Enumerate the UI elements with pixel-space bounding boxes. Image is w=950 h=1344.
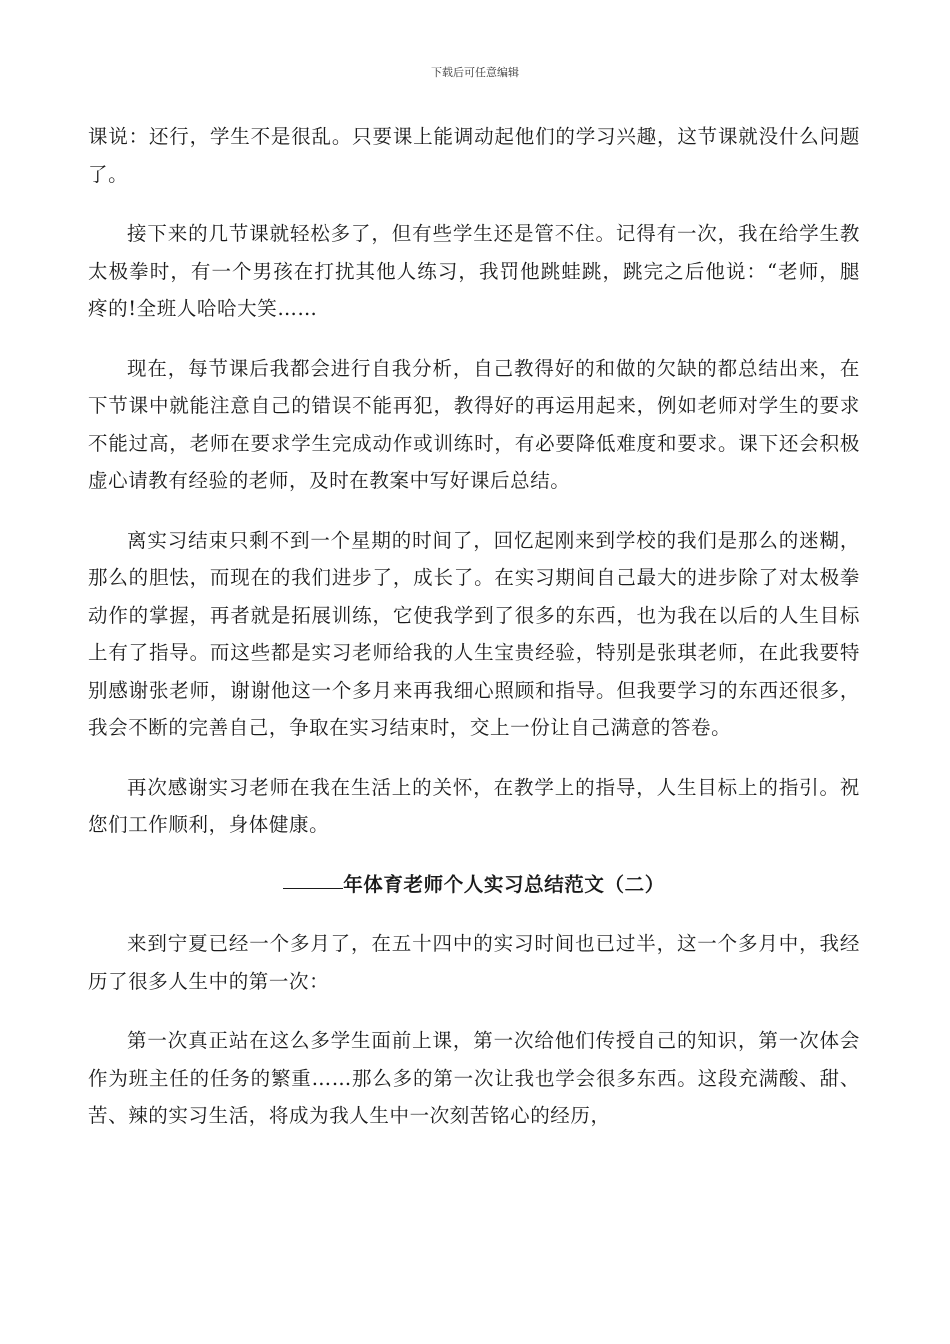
paragraph-1: 课说：还行，学生不是很乱。只要课上能调动起他们的学习兴趣，这节课就没什么问题了。 — [88, 125, 860, 186]
page-header-note: 下载后可任意编辑 — [431, 66, 519, 79]
paragraph-5: 再次感谢实习老师在我在生活上的关怀，在教学上的指导，人生目标上的指引。祝您们工作顺利，身体健康。 — [88, 775, 860, 836]
section-heading-text: 年体育老师个人实习总结范文（二） — [343, 872, 665, 896]
paragraph-6: 来到宁夏已经一个多月了，在五十四中的实习时间也已过半，这一个多月中，我经历了很多人生中的第一次： — [88, 932, 860, 993]
year-blank-underline — [283, 887, 343, 889]
document-body — [88, 118, 860, 1157]
paragraph-3: 现在，每节课后我都会进行自我分析，自己教得好的和做的欠缺的都总结出来，在下节课中就能注意自己的错误不能再犯，教得好的再运用起来，例如老师对学生的要求不能过高，老师在要求学生完成动作或训练时，有必要降低难度和要求。课下还会积极虚心请教有经验的老师，及时在教案中写好课后总结。 — [88, 356, 860, 492]
paragraph-7: 第一次真正站在这么多学生面前上课，第一次给他们传授自己的知识，第一次体会作为班主任的任务的繁重……那么多的第一次让我也学会很多东西。这段充满酸、甜、苦、辣的实习生活，将成为我人生中一次刻苦铭心的经历， — [88, 1029, 860, 1127]
section-heading — [88, 866, 860, 904]
paragraph-2: 接下来的几节课就轻松多了，但有些学生还是管不住。记得有一次，我在给学生教太极拳时，有一个男孩在打扰其他人练习，我罚他跳蛙跳，跳完之后他说：“老师，腿疼的!全班人哈哈大笑…… — [88, 222, 860, 320]
paragraph-4: 离实习结束只剩不到一个星期的时间了，回忆起刚来到学校的我们是那么的迷糊，那么的胆怯，而现在的我们进步了，成长了。在实习期间自己最大的进步除了对太极拳动作的掌握，再者就是拓展训练，它使我学到了很多的东西，也为我在以后的人生目标上有了指导。而这些都是实习老师给我的人生宝贵经验，特别是张琪老师，在此我要特别感谢张老师，谢谢他这一个多月来再我细心照顾和指导。但我要学习的东西还很多，我会不断的完善自己，争取在实习结束时，交上一份让自己满意的答卷。 — [88, 528, 860, 739]
